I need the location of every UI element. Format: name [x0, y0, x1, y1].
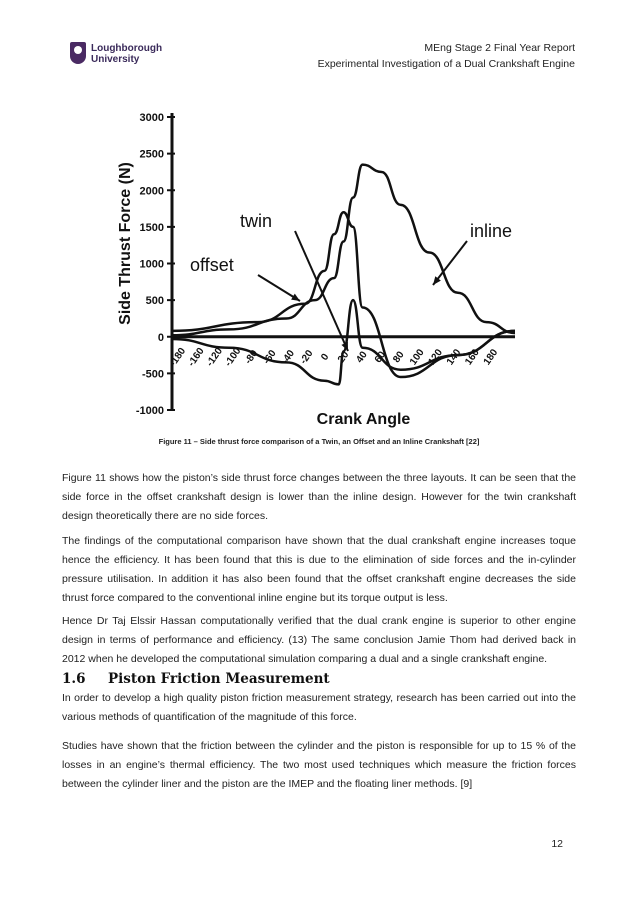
x-tick-label: 120: [426, 347, 446, 368]
figure-11: [110, 105, 530, 430]
series-inline-line: [172, 165, 515, 336]
figure-caption: Figure 11 – Side thrust force comparison of a Twin, an Offset and an Inline Crankshaft [22]: [158, 437, 480, 446]
x-tick-label: 20: [335, 349, 352, 366]
x-tick-label: -120: [204, 345, 226, 369]
section-title: Piston Friction Measurement: [108, 671, 330, 687]
x-tick-label: 140: [444, 347, 464, 368]
section-heading: [62, 671, 330, 687]
y-tick-label: 1500: [139, 221, 164, 234]
x-tick-label: 160: [463, 347, 482, 368]
logo-line-2: University: [91, 54, 140, 65]
university-logo: [70, 42, 180, 68]
y-tick-label: 0: [157, 331, 164, 344]
header-line-1: MEng Stage 2 Final Year Report: [424, 42, 575, 54]
section-number: 1.6: [62, 671, 86, 687]
crest-icon: [70, 42, 86, 64]
running-header: [318, 40, 575, 72]
x-tick-label: -180: [167, 345, 189, 369]
x-tick-label: -100: [222, 345, 244, 369]
y-tick-label: 3000: [139, 112, 164, 124]
y-tick-label: 1000: [139, 258, 164, 271]
x-tick-label: -80: [242, 348, 261, 367]
side-thrust-chart: [110, 105, 530, 430]
page-number: 12: [551, 838, 563, 850]
annotation-arrow: [433, 241, 467, 285]
x-tick-label: 0: [319, 351, 332, 363]
paragraph-3: Hence Dr Taj Elssir Hassan computationally verified that the dual crank engine is superior to other engine design in terms of performance and efficiency. (13) The same conclusion Jamie Thom had derived back in 2012 when he developed the computational simulation comparing a dual and a single crankshaft engine.: [62, 615, 576, 665]
x-tick-label: -60: [261, 348, 279, 367]
x-tick-label: -160: [186, 345, 207, 369]
y-tick-label: 500: [145, 295, 164, 308]
x-tick-label: 80: [391, 349, 407, 366]
y-tick-label: 2000: [139, 185, 164, 198]
y-tick-label: -500: [141, 368, 164, 381]
x-tick-label: -20: [298, 348, 316, 367]
annotation-offset: offset: [190, 255, 234, 275]
section-paragraph-1: In order to develop a high quality piston friction measurement strategy, research has been carried out into the various methods of quantification of the magnitude of this force.: [62, 692, 576, 723]
y-axis-title: Side Thrust Force (N): [117, 162, 134, 325]
x-tick-label: 40: [354, 349, 370, 366]
x-tick-label: 100: [408, 347, 427, 368]
logo-line-1: Loughborough: [91, 43, 163, 54]
x-tick-label: 60: [372, 349, 389, 366]
annotation-inline: inline: [470, 221, 513, 241]
paragraph-1: Figure 11 shows how the piston’s side thrust force changes between the three layouts. It can be seen that the side force in the offset crankshaft design is lower than the inline design. However for the twin crankshaft design theoretically there are no side forces.: [62, 472, 576, 522]
y-tick-label: 2500: [139, 148, 164, 161]
x-tick-label: 180: [481, 347, 501, 368]
x-axis-title: Crank Angle: [316, 411, 411, 428]
y-tick-label: -1000: [135, 405, 164, 417]
header-line-2: Experimental Investigation of a Dual Crankshaft Engine: [317, 58, 575, 70]
annotation-twin: twin: [240, 211, 273, 231]
x-tick-label: -40: [279, 348, 298, 367]
paragraph-2: The findings of the computational comparison have shown that the dual crankshaft engine increases toque hence the efficiency. It has been found that this is due to the elimination of side forces and the in-cylinder pressure utilisation. In addition it has also been found that the offset crankshaft engine decreases the side thrust force compared to the conventional inline engine but its torque output is less.: [62, 535, 576, 604]
section-paragraph-2: Studies have shown that the friction between the cylinder and the piston is responsible for up to 15 % of the losses in an engine’s thermal efficiency. The two most used techniques which measure the friction forces between the cylinder liner and the piston are the IMEP and the floating liner methods. [9]: [62, 740, 576, 790]
